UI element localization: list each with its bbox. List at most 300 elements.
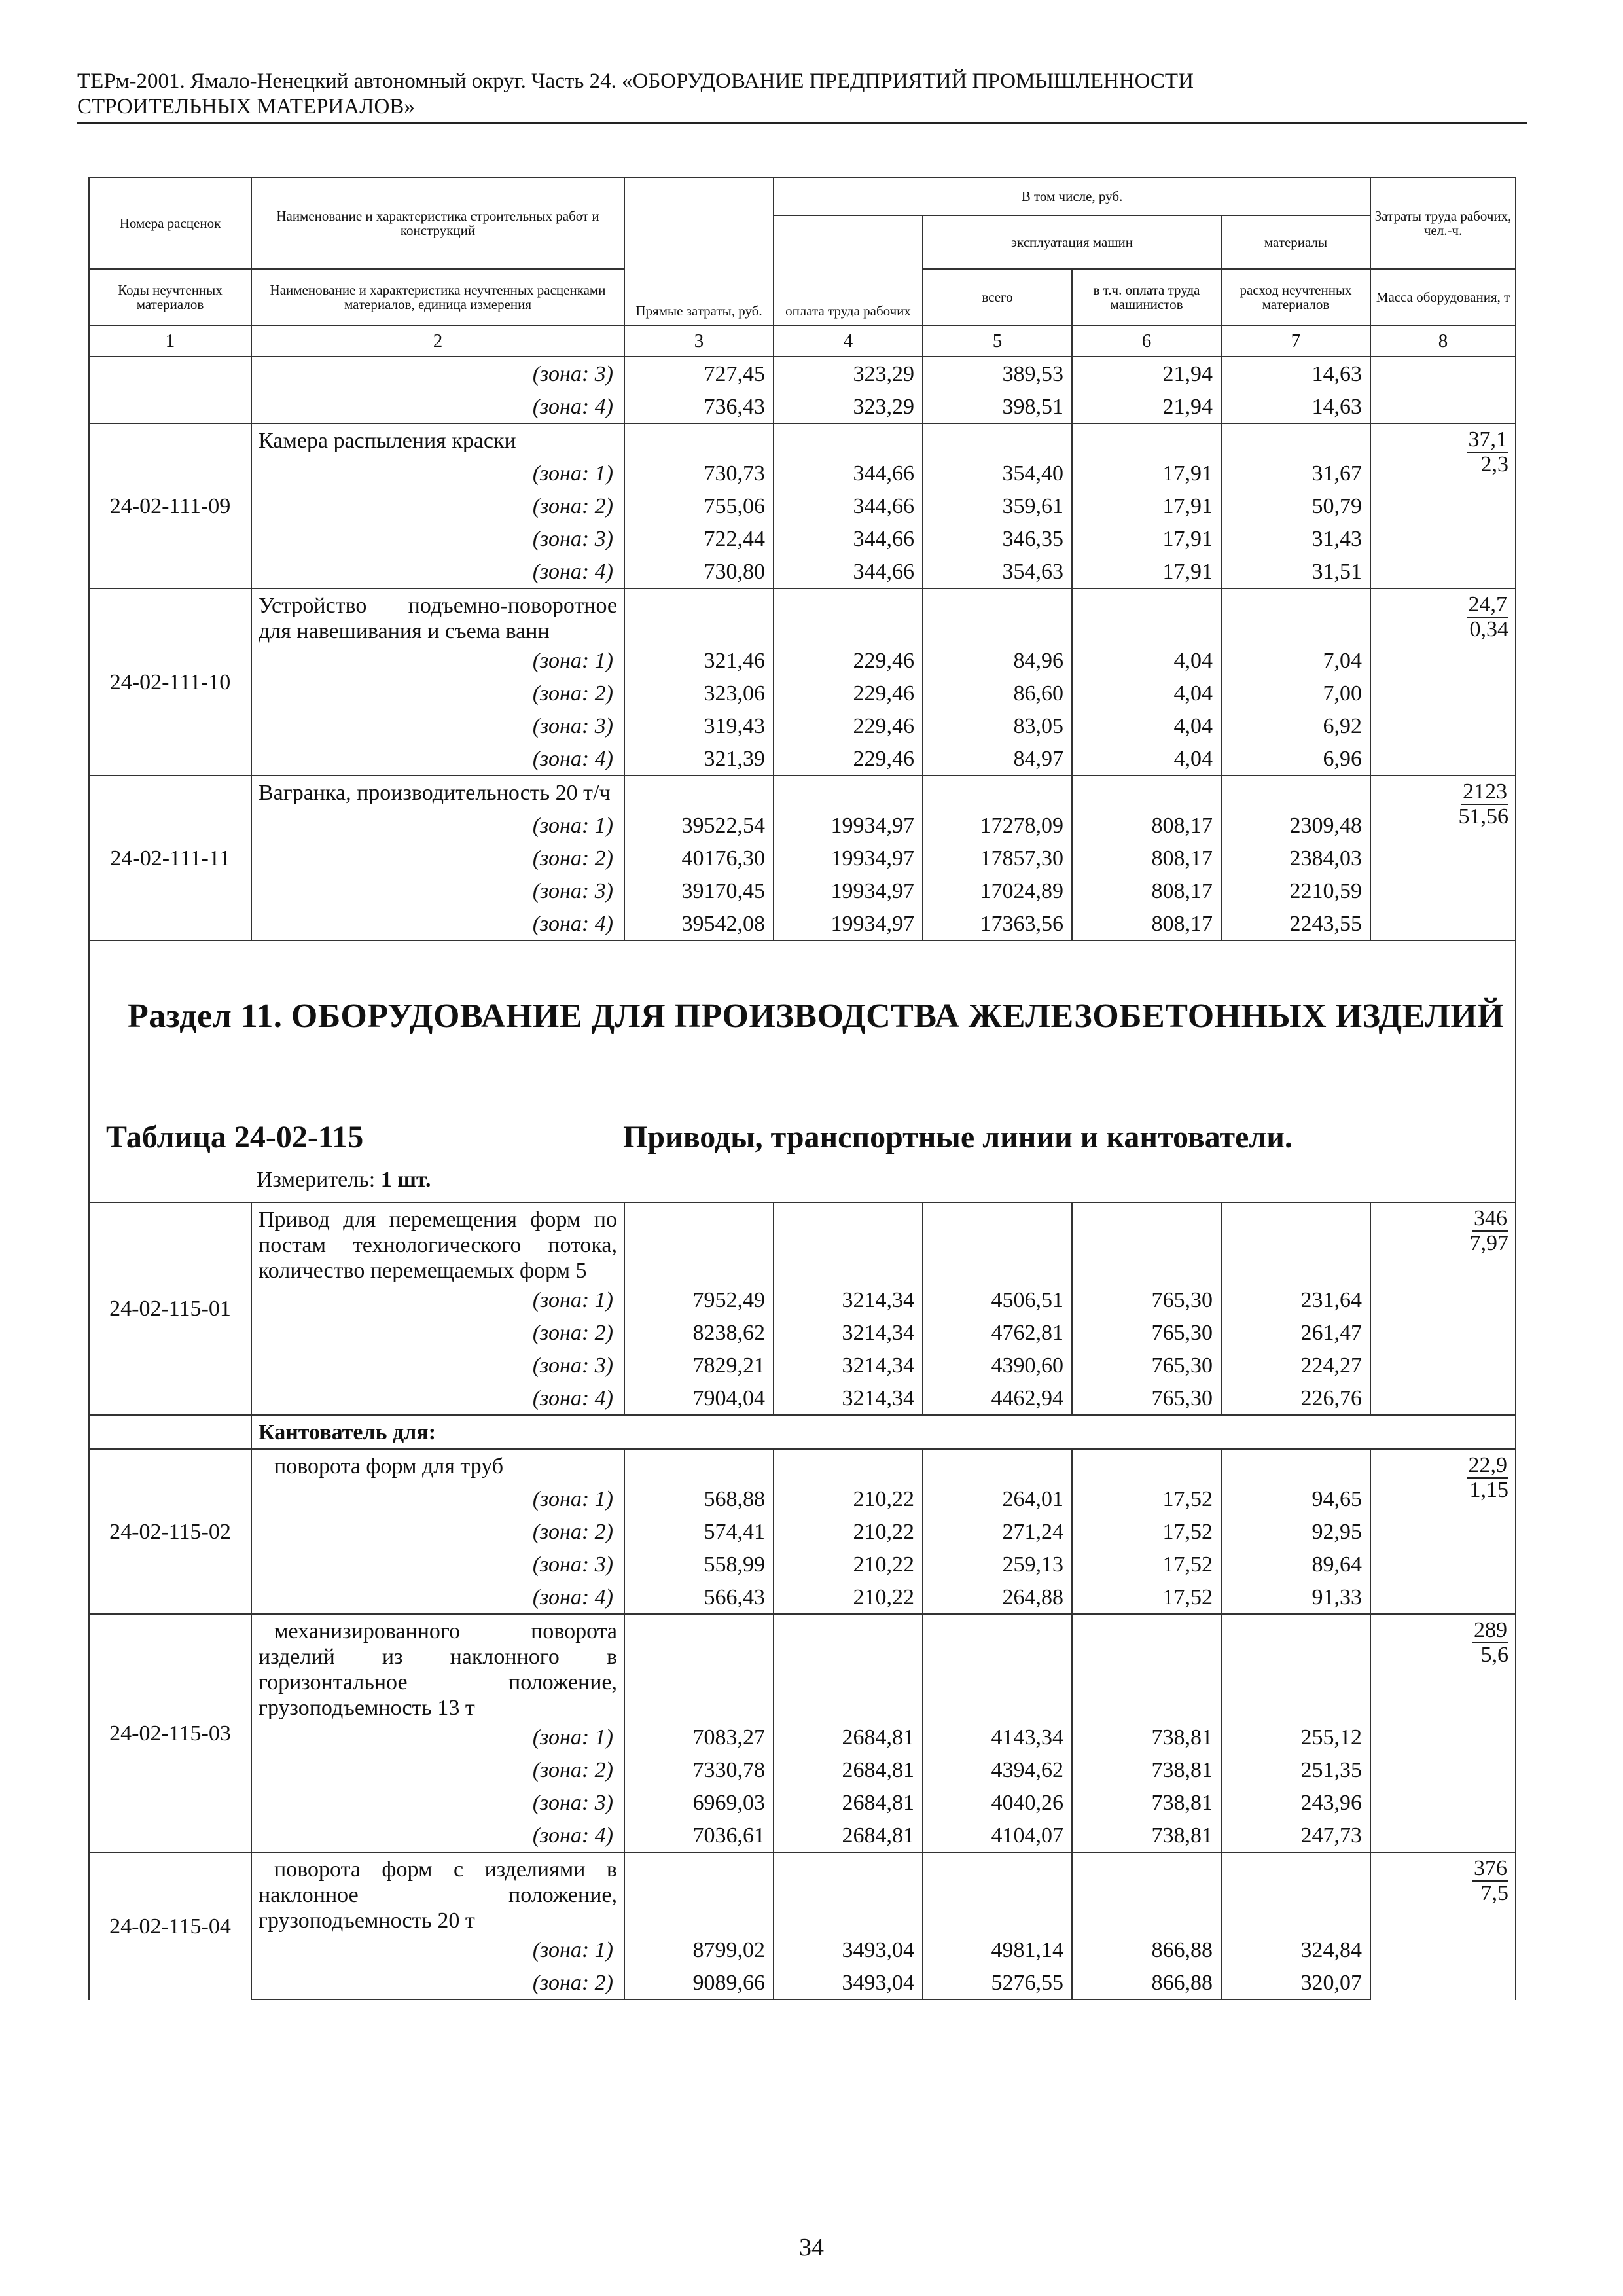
zone-row — [89, 1933, 1516, 1966]
value-c6: 17,52 — [1072, 1581, 1221, 1614]
value-c4: 19934,97 — [774, 874, 923, 907]
value-c6: 17,91 — [1072, 522, 1221, 555]
value-c6: 21,94 — [1072, 357, 1221, 390]
zone-label: (зона: 3) — [251, 1349, 624, 1382]
table-header — [89, 177, 1516, 357]
value-c4: 210,22 — [774, 1548, 923, 1581]
value-c6: 17,52 — [1072, 1548, 1221, 1581]
value-c5: 5276,55 — [923, 1966, 1072, 2000]
value-c7: 14,63 — [1221, 357, 1370, 390]
value-c3: 8799,02 — [624, 1933, 774, 1966]
mass-value: 51,56 — [1458, 804, 1509, 829]
zone-label: (зона: 3) — [251, 357, 624, 390]
mass-value: 1,15 — [1469, 1478, 1509, 1502]
rate-name — [251, 1852, 624, 1933]
mass-value: 7,97 — [1469, 1231, 1509, 1255]
value-c4: 323,29 — [774, 390, 923, 423]
value-c5: 4104,07 — [923, 1819, 1072, 1852]
labor-value: 37,1 — [1468, 427, 1508, 452]
unit-value: 1 шт. — [380, 1168, 431, 1192]
zone-label: (зона: 4) — [251, 1819, 624, 1852]
col-number: 6 — [1072, 325, 1221, 357]
col2-bottom-header: Наименование и характеристика неучтенных расценками материалов, единица измерения — [251, 269, 624, 325]
rates-table — [88, 177, 1516, 2000]
value-c6: 765,30 — [1072, 1382, 1221, 1415]
zone-label: (зона: 4) — [251, 742, 624, 776]
rate-row — [89, 1614, 1516, 1721]
rate-name — [251, 1449, 624, 1482]
value-c3: 722,44 — [624, 522, 774, 555]
incl-header: В том числе, руб. — [774, 177, 1370, 215]
page-number: 34 — [799, 2234, 824, 2261]
value-c5: 17024,89 — [923, 874, 1072, 907]
zone-row — [89, 1482, 1516, 1515]
mass-value: 0,34 — [1469, 617, 1509, 641]
value-c3: 730,73 — [624, 457, 774, 490]
rate-code: 24-02-115-04 — [89, 1852, 251, 2000]
zone-label: (зона: 2) — [251, 1316, 624, 1349]
zone-row — [89, 1548, 1516, 1581]
value-c3: 7036,61 — [624, 1819, 774, 1852]
value-c6: 808,17 — [1072, 809, 1221, 842]
col7-header: расход неучтенных материалов — [1221, 269, 1370, 325]
zone-label: (зона: 4) — [251, 907, 624, 941]
value-c3: 323,06 — [624, 677, 774, 709]
labor-value: 22,9 — [1468, 1453, 1508, 1477]
value-c3: 39522,54 — [624, 809, 774, 842]
value-c3: 566,43 — [624, 1581, 774, 1614]
mass-value: 7,5 — [1480, 1881, 1509, 1905]
zone-row — [89, 1316, 1516, 1349]
value-c5: 84,96 — [923, 644, 1072, 677]
value-c5: 4506,51 — [923, 1283, 1072, 1316]
value-c4: 229,46 — [774, 709, 923, 742]
value-c5: 271,24 — [923, 1515, 1072, 1548]
value-c3: 7904,04 — [624, 1382, 774, 1415]
value-c5: 17278,09 — [923, 809, 1072, 842]
zone-row — [89, 1966, 1516, 2000]
labor-mass — [1370, 1852, 1516, 2000]
value-c3: 7952,49 — [624, 1283, 774, 1316]
rate-name-text: Привод для перемещения форм по постам технологического потока, количество перемещаемых форм 5 — [259, 1208, 617, 1283]
section-block — [89, 941, 1516, 1202]
value-c4: 323,29 — [774, 357, 923, 390]
value-c6: 17,52 — [1072, 1515, 1221, 1548]
value-c7: 231,64 — [1221, 1283, 1370, 1316]
empty-cell — [774, 588, 923, 644]
value-c7: 92,95 — [1221, 1515, 1370, 1548]
value-c6: 17,91 — [1072, 555, 1221, 588]
zone-label: (зона: 2) — [251, 1515, 624, 1548]
value-c5: 86,60 — [923, 677, 1072, 709]
rate-name — [251, 588, 624, 644]
zone-label: (зона: 1) — [251, 1283, 624, 1316]
value-c5: 354,63 — [923, 555, 1072, 588]
value-c4: 344,66 — [774, 555, 923, 588]
value-c7: 6,96 — [1221, 742, 1370, 776]
value-c6: 17,52 — [1072, 1482, 1221, 1515]
empty-cell — [624, 1449, 774, 1482]
unit-label: Измеритель: — [257, 1168, 376, 1192]
page-header — [77, 69, 1527, 124]
empty-cell — [923, 1852, 1072, 1933]
labor-mass — [1370, 776, 1516, 941]
zone-label: (зона: 1) — [251, 644, 624, 677]
value-c3: 568,88 — [624, 1482, 774, 1515]
value-c3: 321,46 — [624, 644, 774, 677]
empty-cell — [774, 1852, 923, 1933]
empty-cell — [624, 776, 774, 809]
col4-header: оплата труда рабочих — [774, 215, 923, 325]
value-c3: 9089,66 — [624, 1966, 774, 2000]
rate-code: 24-02-115-03 — [89, 1614, 251, 1852]
mass-value: 5,6 — [1480, 1643, 1509, 1667]
value-c5: 4143,34 — [923, 1721, 1072, 1753]
value-c5: 259,13 — [923, 1548, 1072, 1581]
labor-mass — [1370, 1202, 1516, 1415]
zone-label: (зона: 2) — [251, 490, 624, 522]
value-c5: 17857,30 — [923, 842, 1072, 874]
value-c4: 344,66 — [774, 457, 923, 490]
value-c5: 4394,62 — [923, 1753, 1072, 1786]
col-number: 2 — [251, 325, 624, 357]
rate-row — [89, 776, 1516, 809]
col-number: 3 — [624, 325, 774, 357]
rate-code — [89, 390, 251, 423]
value-c4: 2684,81 — [774, 1753, 923, 1786]
zone-row — [89, 555, 1516, 588]
table-title: Приводы, транспортные линии и кантователи. — [623, 1120, 1293, 1155]
value-c3: 755,06 — [624, 490, 774, 522]
value-c6: 765,30 — [1072, 1283, 1221, 1316]
labor-mass — [1370, 357, 1516, 390]
section-title: Раздел 11. ОБОРУДОВАНИЕ ДЛЯ ПРОИЗВОДСТВА ЖЕЛЕЗОБЕТОННЫХ ИЗДЕЛИЙ — [128, 997, 1505, 1035]
empty-cell — [1221, 423, 1370, 457]
labor-value: 376 — [1474, 1856, 1508, 1880]
empty-cell — [624, 1614, 774, 1721]
value-c3: 574,41 — [624, 1515, 774, 1548]
zone-row — [89, 490, 1516, 522]
section-cell — [89, 941, 1516, 1202]
value-c7: 226,76 — [1221, 1382, 1370, 1415]
value-c7: 31,67 — [1221, 457, 1370, 490]
value-c4: 229,46 — [774, 677, 923, 709]
empty-cell — [624, 588, 774, 644]
value-c6: 21,94 — [1072, 390, 1221, 423]
value-c6: 738,81 — [1072, 1786, 1221, 1819]
zone-row — [89, 1753, 1516, 1786]
value-c3: 39170,45 — [624, 874, 774, 907]
value-c7: 247,73 — [1221, 1819, 1370, 1852]
value-c4: 3214,34 — [774, 1316, 923, 1349]
zone-label: (зона: 1) — [251, 1482, 624, 1515]
value-c6: 17,91 — [1072, 457, 1221, 490]
table-body-part-1 — [89, 357, 1516, 941]
empty-cell — [1072, 1449, 1221, 1482]
col3-header: Прямые затраты, руб. — [624, 177, 774, 325]
value-c6: 808,17 — [1072, 842, 1221, 874]
value-c6: 808,17 — [1072, 907, 1221, 941]
table-code: Таблица 24-02-115 — [106, 1120, 364, 1155]
value-c5: 346,35 — [923, 522, 1072, 555]
value-c7: 261,47 — [1221, 1316, 1370, 1349]
value-c6: 765,30 — [1072, 1316, 1221, 1349]
value-c7: 2210,59 — [1221, 874, 1370, 907]
empty-cell — [774, 1202, 923, 1283]
zone-row — [89, 709, 1516, 742]
empty-cell — [1072, 423, 1221, 457]
labor-value: 346 — [1474, 1206, 1508, 1230]
value-c7: 243,96 — [1221, 1786, 1370, 1819]
value-c6: 738,81 — [1072, 1819, 1221, 1852]
value-c3: 7829,21 — [624, 1349, 774, 1382]
value-c5: 83,05 — [923, 709, 1072, 742]
empty-cell — [1221, 1614, 1370, 1721]
zone-row — [89, 1382, 1516, 1415]
value-c4: 2684,81 — [774, 1721, 923, 1753]
subheading-block — [89, 1415, 1516, 1449]
rate-row — [89, 588, 1516, 644]
value-c6: 738,81 — [1072, 1753, 1221, 1786]
value-c4: 19934,97 — [774, 907, 923, 941]
zone-row — [89, 809, 1516, 842]
rate-row — [89, 1449, 1516, 1482]
zone-row — [89, 742, 1516, 776]
zone-row — [89, 1786, 1516, 1819]
value-c6: 866,88 — [1072, 1933, 1221, 1966]
labor-value: 2123 — [1463, 780, 1508, 804]
empty-cell — [923, 1449, 1072, 1482]
col-number: 7 — [1221, 325, 1370, 357]
zone-row — [89, 1283, 1516, 1316]
value-c5: 4040,26 — [923, 1786, 1072, 1819]
rate-row — [89, 1202, 1516, 1283]
value-c7: 2309,48 — [1221, 809, 1370, 842]
value-c7: 31,51 — [1221, 555, 1370, 588]
zone-row — [89, 874, 1516, 907]
zone-label: (зона: 4) — [251, 555, 624, 588]
value-c7: 7,00 — [1221, 677, 1370, 709]
zone-label: (зона: 1) — [251, 457, 624, 490]
value-c4: 210,22 — [774, 1482, 923, 1515]
value-c7: 94,65 — [1221, 1482, 1370, 1515]
rate-code — [89, 357, 251, 390]
empty-cell — [1072, 776, 1221, 809]
value-c7: 224,27 — [1221, 1349, 1370, 1382]
value-c4: 229,46 — [774, 644, 923, 677]
value-c5: 4390,60 — [923, 1349, 1072, 1382]
value-c6: 765,30 — [1072, 1349, 1221, 1382]
value-c3: 8238,62 — [624, 1316, 774, 1349]
zone-label: (зона: 3) — [251, 1548, 624, 1581]
zone-label: (зона: 3) — [251, 522, 624, 555]
value-c7: 251,35 — [1221, 1753, 1370, 1786]
zone-row — [89, 1349, 1516, 1382]
labor-mass — [1370, 390, 1516, 423]
rate-name-text: поворота форм с изделиями в наклонное положение, грузоподъемность 20 т — [259, 1857, 617, 1933]
zone-row — [89, 1721, 1516, 1753]
labor-value: 289 — [1474, 1618, 1508, 1642]
labor-mass — [1370, 1614, 1516, 1852]
rate-name — [251, 423, 624, 457]
empty-cell — [923, 776, 1072, 809]
rate-code: 24-02-115-02 — [89, 1449, 251, 1614]
value-c7: 91,33 — [1221, 1581, 1370, 1614]
value-c4: 3493,04 — [774, 1966, 923, 2000]
empty-cell — [624, 1202, 774, 1283]
col1-bottom-header: Коды неучтенных материалов — [89, 269, 251, 325]
rate-name — [251, 1614, 624, 1721]
value-c4: 210,22 — [774, 1515, 923, 1548]
value-c5: 264,88 — [923, 1581, 1072, 1614]
value-c7: 89,64 — [1221, 1548, 1370, 1581]
zone-label: (зона: 4) — [251, 1382, 624, 1415]
empty-cell — [1072, 1852, 1221, 1933]
empty-cell — [1072, 1614, 1221, 1721]
col-number: 8 — [1370, 325, 1516, 357]
rate-name-text: механизированного поворота изделий из наклонного в горизонтальное положение, грузоподъемность 13 т — [259, 1619, 617, 1720]
col1-top-header: Номера расценок — [89, 177, 251, 269]
col-number: 5 — [923, 325, 1072, 357]
value-c7: 320,07 — [1221, 1966, 1370, 2000]
value-c7: 324,84 — [1221, 1933, 1370, 1966]
empty-cell — [923, 423, 1072, 457]
col2-top-header: Наименование и характеристика строительных работ и конструкций — [251, 177, 624, 269]
header-line-1: ТЕРм-2001. Ямало-Ненецкий автономный округ. Часть 24. «ОБОРУДОВАНИЕ ПРЕДПРИЯТИЙ ПРОМЫШЛЕННОСТИ — [77, 69, 1194, 93]
value-c3: 319,43 — [624, 709, 774, 742]
value-c7: 255,12 — [1221, 1721, 1370, 1753]
value-c7: 14,63 — [1221, 390, 1370, 423]
value-c6: 866,88 — [1072, 1966, 1221, 2000]
value-c6: 4,04 — [1072, 644, 1221, 677]
value-c7: 6,92 — [1221, 709, 1370, 742]
value-c5: 264,01 — [923, 1482, 1072, 1515]
rate-name-text: Устройство подъемно-поворотное для навешивания и съема ванн — [259, 594, 617, 643]
zone-label: (зона: 2) — [251, 1966, 624, 2000]
rate-name — [251, 776, 624, 809]
value-c5: 4762,81 — [923, 1316, 1072, 1349]
empty-cell — [624, 1852, 774, 1933]
materials-header: материалы — [1221, 215, 1370, 269]
empty-cell — [923, 1202, 1072, 1283]
zone-label: (зона: 1) — [251, 809, 624, 842]
value-c5: 84,97 — [923, 742, 1072, 776]
value-c4: 344,66 — [774, 490, 923, 522]
value-c6: 17,91 — [1072, 490, 1221, 522]
col8-bottom-header: Масса оборудования, т — [1370, 269, 1516, 325]
value-c3: 7083,27 — [624, 1721, 774, 1753]
rate-code: 24-02-111-10 — [89, 588, 251, 776]
col-number: 1 — [89, 325, 251, 357]
value-c7: 50,79 — [1221, 490, 1370, 522]
value-c3: 558,99 — [624, 1548, 774, 1581]
zone-row — [89, 842, 1516, 874]
mass-value: 2,3 — [1480, 452, 1509, 476]
zone-row — [89, 357, 1516, 390]
rate-code: 24-02-111-11 — [89, 776, 251, 941]
empty-cell — [774, 1449, 923, 1482]
empty-cell — [1221, 1852, 1370, 1933]
value-c3: 39542,08 — [624, 907, 774, 941]
value-c4: 19934,97 — [774, 842, 923, 874]
zone-label: (зона: 3) — [251, 1786, 624, 1819]
value-c7: 31,43 — [1221, 522, 1370, 555]
value-c5: 359,61 — [923, 490, 1072, 522]
labor-mass — [1370, 588, 1516, 776]
empty-cell — [774, 1614, 923, 1721]
value-c5: 4981,14 — [923, 1933, 1072, 1966]
zone-label: (зона: 1) — [251, 1721, 624, 1753]
value-c4: 3493,04 — [774, 1933, 923, 1966]
value-c5: 398,51 — [923, 390, 1072, 423]
empty-cell — [923, 588, 1072, 644]
labor-value: 24,7 — [1468, 592, 1508, 617]
value-c5: 17363,56 — [923, 907, 1072, 941]
value-c6: 4,04 — [1072, 742, 1221, 776]
subheading: Кантователь для: — [251, 1415, 1516, 1449]
value-c4: 210,22 — [774, 1581, 923, 1614]
value-c4: 3214,34 — [774, 1283, 923, 1316]
rate-name-text: Вагранка, производительность 20 т/ч — [259, 781, 611, 805]
value-c7: 2384,03 — [1221, 842, 1370, 874]
table-body-part-3 — [89, 1449, 1516, 2000]
value-c7: 7,04 — [1221, 644, 1370, 677]
value-c4: 3214,34 — [774, 1382, 923, 1415]
col6-header: в т.ч. оплата труда машинистов — [1072, 269, 1221, 325]
zone-label: (зона: 1) — [251, 1933, 624, 1966]
rate-row — [89, 423, 1516, 457]
zone-row — [89, 390, 1516, 423]
empty-cell — [624, 423, 774, 457]
zone-label: (зона: 2) — [251, 677, 624, 709]
empty-cell — [1072, 588, 1221, 644]
zone-label: (зона: 4) — [251, 390, 624, 423]
zone-row — [89, 1581, 1516, 1614]
empty-cell — [774, 776, 923, 809]
table-body-part-2 — [89, 1202, 1516, 1415]
value-c5: 389,53 — [923, 357, 1072, 390]
value-c4: 2684,81 — [774, 1786, 923, 1819]
rate-name — [251, 1202, 624, 1283]
col8-top-header: Затраты труда рабочих, чел.-ч. — [1370, 177, 1516, 269]
col5-header: всего — [923, 269, 1072, 325]
value-c6: 808,17 — [1072, 874, 1221, 907]
zone-label: (зона: 2) — [251, 1753, 624, 1786]
value-c3: 727,45 — [624, 357, 774, 390]
value-c4: 19934,97 — [774, 809, 923, 842]
zone-label: (зона: 4) — [251, 1581, 624, 1614]
zone-row — [89, 644, 1516, 677]
zone-row — [89, 677, 1516, 709]
rate-code: 24-02-111-09 — [89, 423, 251, 588]
zone-label: (зона: 3) — [251, 874, 624, 907]
zone-label: (зона: 2) — [251, 842, 624, 874]
value-c6: 738,81 — [1072, 1721, 1221, 1753]
value-c3: 730,80 — [624, 555, 774, 588]
value-c7: 2243,55 — [1221, 907, 1370, 941]
empty-cell — [1221, 776, 1370, 809]
zone-row — [89, 1515, 1516, 1548]
zone-row — [89, 1819, 1516, 1852]
zone-row — [89, 522, 1516, 555]
zone-row — [89, 907, 1516, 941]
col-number: 4 — [774, 325, 923, 357]
zone-row — [89, 457, 1516, 490]
value-c4: 3214,34 — [774, 1349, 923, 1382]
value-c4: 229,46 — [774, 742, 923, 776]
value-c3: 321,39 — [624, 742, 774, 776]
value-c3: 6969,03 — [624, 1786, 774, 1819]
